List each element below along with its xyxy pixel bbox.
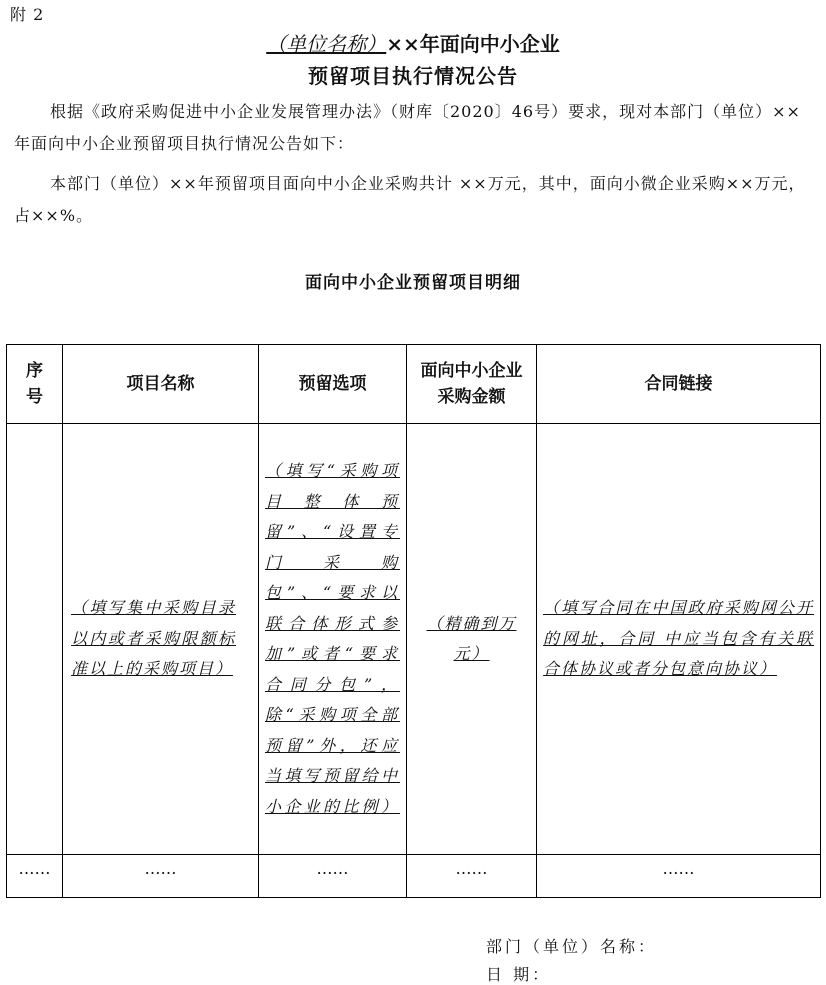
contract-link-note: （填写合同在中国政府采购网公开的网址，合同 中应当包含有关联合体协议或者分包意向协议） [543, 598, 814, 679]
ellipsis-project-name: …… [63, 855, 259, 898]
ellipsis-index: …… [7, 855, 63, 898]
ellipsis-contract-link: …… [537, 855, 821, 898]
reserve-option-note: （填写“采购项目整体预留”、“设置专门采购包”、“要求以联合体形式参加”或者“要求合同分包”，除“采购项全部预留”外，还应当填写预留给中小企业的比例） [265, 461, 400, 816]
ellipsis-reserve-option: …… [259, 855, 407, 898]
footer-dept-name: 部门（单位）名称： [486, 937, 658, 956]
header-project-name: 项目名称 [63, 345, 259, 424]
header-index: 序号 [7, 345, 63, 424]
header-contract-link: 合同链接 [537, 345, 821, 424]
paragraph-basis: 根据《政府采购促进中小企业发展管理办法》（财库〔2020〕46号）要求，现对本部门（单位）××年面向中小企业预留项目执行情况公告如下： [14, 102, 801, 153]
title-line-2: 预留项目执行情况公告 [308, 64, 518, 88]
cell-sme-amount [407, 424, 537, 855]
attachment-label: 附 2 [10, 5, 45, 24]
footer-date: 日 期： [486, 965, 552, 984]
title-line-1 [0, 28, 826, 57]
cell-reserve-option [259, 424, 407, 855]
table-row-ellipsis [7, 855, 821, 898]
table-title: 面向中小企业预留项目明细 [305, 273, 521, 293]
paragraph-summary: 本部门（单位）××年预留项目面向中小企业采购共计 ××万元，其中，面向小微企业采购××万元，占××%。 [14, 174, 806, 225]
title-line-1-rest: ××年面向中小企业 [386, 32, 560, 56]
detail-table [6, 344, 821, 898]
title-unit-name: （单位名称） [266, 32, 387, 56]
cell-contract-link [537, 424, 821, 855]
cell-index [7, 424, 63, 855]
ellipsis-sme-amount: …… [407, 855, 537, 898]
table-row [7, 424, 821, 855]
table-header-row [7, 345, 821, 424]
header-sme-amount: 面向中小企业采购金额 [407, 345, 537, 424]
header-reserve-option: 预留选项 [259, 345, 407, 424]
sme-amount-note: （精确到万元） [426, 613, 517, 663]
cell-project-name [63, 424, 259, 855]
project-name-note: （填写集中采购目录以内或者采购限额标准以上的采购项目） [71, 598, 236, 679]
